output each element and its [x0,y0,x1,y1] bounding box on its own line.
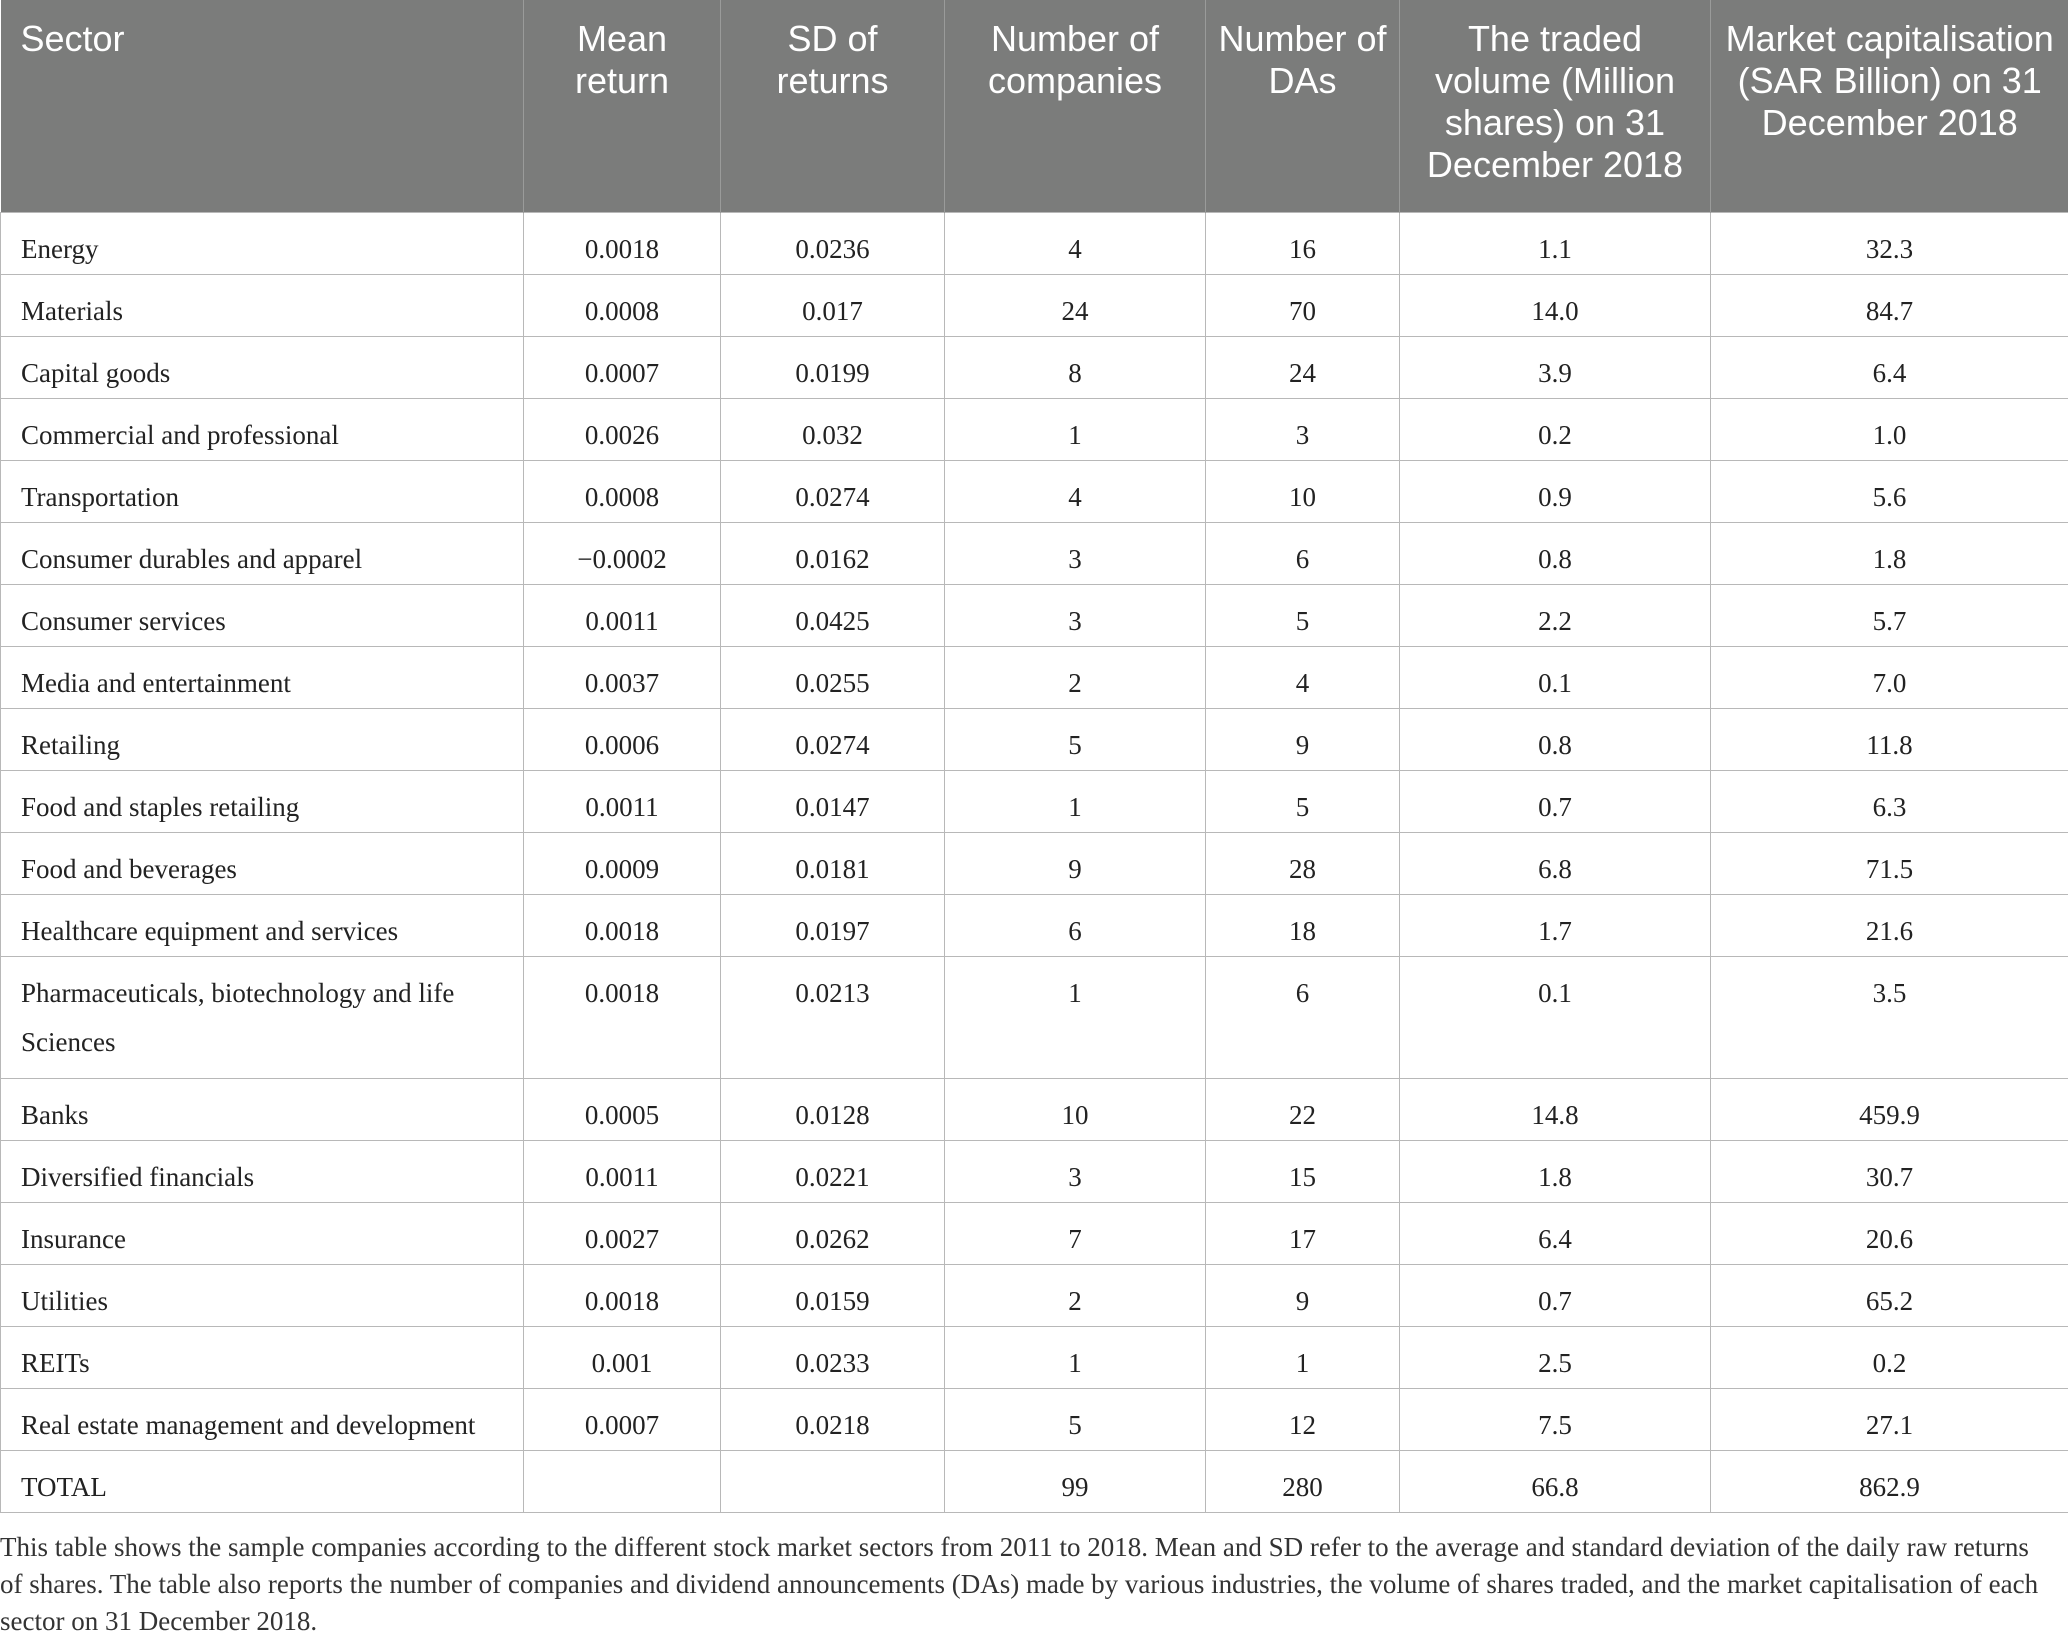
cell-sd-returns: 0.0233 [721,1326,945,1388]
cell-num-das: 16 [1206,212,1400,274]
cell-num-das: 6 [1206,956,1400,1078]
cell-market-cap: 11.8 [1711,708,2068,770]
cell-num-das: 28 [1206,832,1400,894]
cell-sector: Food and staples retailing [1,770,524,832]
cell-num-companies: 9 [945,832,1206,894]
cell-traded-volume: 3.9 [1400,336,1711,398]
table-row [1,1078,2068,1140]
cell-sector: Capital goods [1,336,524,398]
cell-num-das: 1 [1206,1326,1400,1388]
cell-num-companies: 7 [945,1202,1206,1264]
cell-sd-returns: 0.032 [721,398,945,460]
cell-market-cap: 30.7 [1711,1140,2068,1202]
cell-num-das: 10 [1206,460,1400,522]
cell-sector: Healthcare equipment and services [1,894,524,956]
cell-market-cap: 5.7 [1711,584,2068,646]
cell-num-das: 17 [1206,1202,1400,1264]
cell-num-companies: 1 [945,398,1206,460]
cell-num-das: 70 [1206,274,1400,336]
cell-traded-volume: 1.8 [1400,1140,1711,1202]
cell-sd-returns: 0.0255 [721,646,945,708]
cell-num-das: 3 [1206,398,1400,460]
cell-traded-volume: 0.9 [1400,460,1711,522]
cell-mean-return: 0.0018 [524,212,721,274]
cell-mean-return: 0.0006 [524,708,721,770]
header-traded-volume: The traded volume (Million shares) on 31 December 2018 [1400,0,1711,212]
table-row [1,522,2068,584]
cell-sector: Commercial and professional [1,398,524,460]
cell-market-cap: 0.2 [1711,1326,2068,1388]
cell-market-cap: 3.5 [1711,956,2068,1078]
cell-sd-returns: 0.0425 [721,584,945,646]
cell-num-das: 15 [1206,1140,1400,1202]
table-row [1,1140,2068,1202]
cell-num-companies: 3 [945,1140,1206,1202]
cell-num-companies: 1 [945,956,1206,1078]
cell-num-das: 18 [1206,894,1400,956]
cell-sd-returns: 0.0147 [721,770,945,832]
cell-num-companies: 4 [945,460,1206,522]
cell-sector: Consumer services [1,584,524,646]
cell-market-cap: 1.8 [1711,522,2068,584]
table-row [1,1326,2068,1388]
table-row [1,460,2068,522]
table-row [1,956,2068,1078]
cell-sector: Transportation [1,460,524,522]
cell-sd-returns: 0.0274 [721,708,945,770]
cell-market-cap: 5.6 [1711,460,2068,522]
cell-traded-volume: 2.5 [1400,1326,1711,1388]
cell-mean-return: 0.0005 [524,1078,721,1140]
cell-market-cap: 459.9 [1711,1078,2068,1140]
cell-sd-returns [721,1450,945,1512]
cell-sd-returns: 0.0159 [721,1264,945,1326]
cell-num-companies: 99 [945,1450,1206,1512]
header-mean-return: Mean return [524,0,721,212]
cell-traded-volume: 0.7 [1400,1264,1711,1326]
cell-sector: Insurance [1,1202,524,1264]
cell-mean-return: 0.0011 [524,1140,721,1202]
cell-sd-returns: 0.0262 [721,1202,945,1264]
cell-market-cap: 6.3 [1711,770,2068,832]
table-row [1,1388,2068,1450]
cell-sd-returns: 0.0197 [721,894,945,956]
cell-sector: Energy [1,212,524,274]
table-row [1,398,2068,460]
table-row [1,646,2068,708]
cell-traded-volume: 0.8 [1400,708,1711,770]
cell-num-das: 22 [1206,1078,1400,1140]
cell-mean-return: 0.0018 [524,956,721,1078]
cell-num-das: 4 [1206,646,1400,708]
table-row [1,212,2068,274]
cell-num-companies: 6 [945,894,1206,956]
table-row [1,1450,2068,1512]
cell-num-das: 24 [1206,336,1400,398]
cell-sector: Utilities [1,1264,524,1326]
cell-sector: Materials [1,274,524,336]
table-caption: This table shows the sample companies according to the different stock market sectors from 2011 to 2018. Mean and SD refer to the average and standard deviation of the daily raw returns of shares. The table also reports the number of companies and dividend announcements (DAs) made by various industries, the volume of shares traded, and the market capitalisation of each sector on 31 December 2018. [0,1531,2039,1636]
cell-num-das: 5 [1206,770,1400,832]
cell-traded-volume: 7.5 [1400,1388,1711,1450]
cell-sector: TOTAL [1,1450,524,1512]
cell-sector: Pharmaceuticals, biotechnology and life Sciences [1,956,524,1078]
cell-mean-return: 0.0007 [524,1388,721,1450]
cell-sd-returns: 0.0162 [721,522,945,584]
cell-sd-returns: 0.0274 [721,460,945,522]
cell-num-das: 5 [1206,584,1400,646]
cell-num-das: 6 [1206,522,1400,584]
cell-market-cap: 21.6 [1711,894,2068,956]
table-header [1,0,2068,212]
cell-traded-volume: 0.8 [1400,522,1711,584]
cell-market-cap: 71.5 [1711,832,2068,894]
cell-market-cap: 32.3 [1711,212,2068,274]
table-row [1,584,2068,646]
cell-num-companies: 3 [945,584,1206,646]
cell-mean-return: 0.0018 [524,1264,721,1326]
cell-num-companies: 4 [945,212,1206,274]
cell-sd-returns: 0.0218 [721,1388,945,1450]
cell-sector: Consumer durables and apparel [1,522,524,584]
table-row [1,1264,2068,1326]
cell-mean-return: −0.0002 [524,522,721,584]
header-row [1,0,2068,212]
cell-num-companies: 24 [945,274,1206,336]
cell-mean-return: 0.0027 [524,1202,721,1264]
cell-market-cap: 1.0 [1711,398,2068,460]
cell-sector: Media and entertainment [1,646,524,708]
header-num-companies: Number of companies [945,0,1206,212]
cell-mean-return: 0.0008 [524,274,721,336]
cell-traded-volume: 0.1 [1400,956,1711,1078]
cell-traded-volume: 0.7 [1400,770,1711,832]
cell-traded-volume: 1.7 [1400,894,1711,956]
cell-traded-volume: 2.2 [1400,584,1711,646]
table-row [1,770,2068,832]
cell-traded-volume: 14.0 [1400,274,1711,336]
cell-sector: Real estate management and development [1,1388,524,1450]
header-num-das: Number of DAs [1206,0,1400,212]
cell-num-companies: 1 [945,1326,1206,1388]
cell-mean-return [524,1450,721,1512]
cell-num-companies: 8 [945,336,1206,398]
cell-num-companies: 5 [945,1388,1206,1450]
cell-sd-returns: 0.0181 [721,832,945,894]
table-row [1,894,2068,956]
header-market-cap: Market capitalisation (SAR Billion) on 31 December 2018 [1711,0,2068,212]
cell-market-cap: 20.6 [1711,1202,2068,1264]
cell-sd-returns: 0.0221 [721,1140,945,1202]
cell-market-cap: 862.9 [1711,1450,2068,1512]
cell-num-das: 280 [1206,1450,1400,1512]
table-row [1,336,2068,398]
cell-mean-return: 0.0011 [524,770,721,832]
cell-market-cap: 6.4 [1711,336,2068,398]
cell-market-cap: 84.7 [1711,274,2068,336]
cell-sector: Food and beverages [1,832,524,894]
cell-sector: Retailing [1,708,524,770]
cell-traded-volume: 6.8 [1400,832,1711,894]
cell-sector: Banks [1,1078,524,1140]
cell-sd-returns: 0.0236 [721,212,945,274]
cell-market-cap: 27.1 [1711,1388,2068,1450]
table-row [1,708,2068,770]
cell-traded-volume: 0.1 [1400,646,1711,708]
cell-sd-returns: 0.0213 [721,956,945,1078]
cell-traded-volume: 0.2 [1400,398,1711,460]
cell-num-companies: 10 [945,1078,1206,1140]
cell-num-companies: 2 [945,646,1206,708]
cell-num-das: 9 [1206,1264,1400,1326]
cell-traded-volume: 14.8 [1400,1078,1711,1140]
cell-traded-volume: 66.8 [1400,1450,1711,1512]
cell-mean-return: 0.0011 [524,584,721,646]
table-row [1,832,2068,894]
cell-num-companies: 3 [945,522,1206,584]
table-body [1,212,2068,1512]
cell-market-cap: 7.0 [1711,646,2068,708]
cell-mean-return: 0.0018 [524,894,721,956]
cell-num-das: 12 [1206,1388,1400,1450]
cell-num-companies: 2 [945,1264,1206,1326]
cell-sector: REITs [1,1326,524,1388]
cell-mean-return: 0.0026 [524,398,721,460]
cell-traded-volume: 1.1 [1400,212,1711,274]
cell-market-cap: 65.2 [1711,1264,2068,1326]
cell-num-companies: 5 [945,708,1206,770]
cell-sd-returns: 0.0199 [721,336,945,398]
cell-sd-returns: 0.017 [721,274,945,336]
cell-sector: Diversified financials [1,1140,524,1202]
header-sd-returns: SD of returns [721,0,945,212]
cell-num-companies: 1 [945,770,1206,832]
cell-sd-returns: 0.0128 [721,1078,945,1140]
cell-mean-return: 0.0037 [524,646,721,708]
cell-mean-return: 0.001 [524,1326,721,1388]
table-row [1,1202,2068,1264]
cell-mean-return: 0.0009 [524,832,721,894]
table-row [1,274,2068,336]
cell-mean-return: 0.0008 [524,460,721,522]
cell-traded-volume: 6.4 [1400,1202,1711,1264]
cell-mean-return: 0.0007 [524,336,721,398]
cell-num-das: 9 [1206,708,1400,770]
header-sector: Sector [1,0,524,212]
